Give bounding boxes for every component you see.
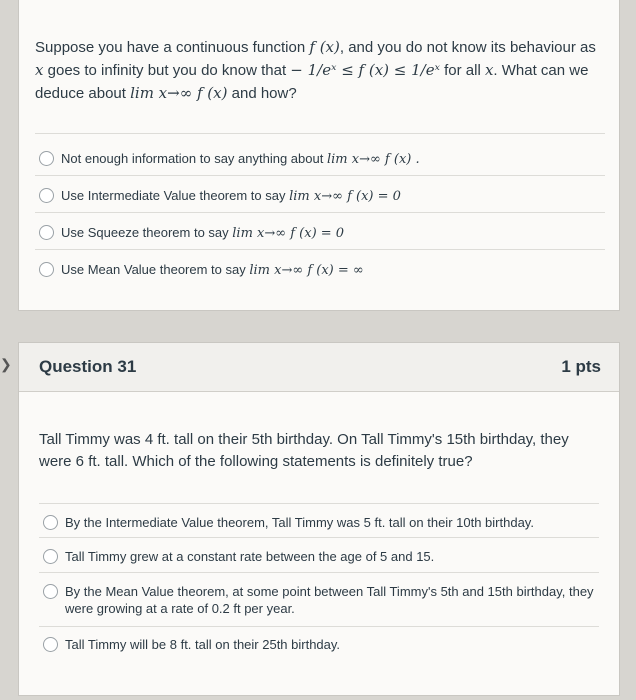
answer-math: lim x→∞ f (x) = ∞ [249,263,364,278]
divider [35,249,605,250]
radio-button[interactable] [39,188,54,203]
divider [39,503,599,504]
answer-math: lim x→∞ f (x) = 0 [232,226,345,241]
answer-label: Tall Timmy will be 8 ft. tall on their 25th birthday. [65,637,341,652]
question-31-text: Tall Timmy was 4 ft. tall on their 5th birthday. On Tall Timmy's 15th birthday, they were 6 ft. tall. Which of the following statements is definitely true? [39,431,569,470]
q30-text-part: , and you do not know its behaviour as [339,39,596,56]
q30-inequality: − 1/eˣ ≤ f (x) ≤ 1/eˣ [290,61,440,79]
answer-text: Use Squeeze theorem to say [61,225,233,240]
divider [39,626,599,627]
answer-text: Not enough information to say anything about [61,151,327,166]
q30-text-part: and how? [227,85,297,102]
answer-math: lim x→∞ f (x) = 0 [289,189,401,204]
q30-text-part: . What can we [493,62,589,79]
answer-label [61,261,601,279]
answer-label: By the Intermediate Value theorem, Tall Timmy was 5 ft. tall on their 10th birthday. [65,515,534,530]
q30-x-var: x [484,61,494,79]
q30-fx: f (x) [309,38,340,56]
answer-label [61,224,601,242]
answer-label: By the Mean Value theorem, at some point between Tall Timmy's 5th and 15th birthday, they were growing at a rate of 0.2 ft per year. [65,584,594,616]
q30-limit-expr: lim x→∞ f (x) [130,84,228,102]
answer-label: Tall Timmy grew at a constant rate between the age of 5 and 15. [65,549,435,564]
divider [39,572,599,573]
q30-text-part: for all [439,62,485,79]
radio-button[interactable] [43,549,58,564]
q30-text-part: goes to infinity but you do know that [43,62,291,79]
radio-button[interactable] [39,262,54,277]
question-points: 1 pts [561,357,601,376]
divider [39,537,599,538]
question-header [19,343,619,392]
divider [35,175,605,176]
question-31-card [18,342,620,696]
divider [35,212,605,213]
radio-button[interactable] [39,225,54,240]
question-30-text [35,36,605,105]
radio-button[interactable] [43,637,58,652]
question-title: Question 31 [39,357,137,376]
radio-button[interactable] [43,515,58,530]
answer-label [61,187,601,205]
question-flag-arrow-icon[interactable]: ❯ [0,356,12,372]
q30-x-var: x [35,61,44,79]
radio-button[interactable] [43,584,58,599]
answer-text: Use Intermediate Value theorem to say [61,188,290,203]
answer-label [61,150,601,168]
divider [35,133,605,134]
radio-button[interactable] [39,151,54,166]
answer-math: lim x→∞ f (x) . [326,152,420,167]
q30-text-part: deduce about [35,85,131,102]
q30-text-part: Suppose you have a continuous function [35,39,310,56]
answer-text: Use Mean Value theorem to say [61,262,250,277]
question-30-card [18,0,620,311]
